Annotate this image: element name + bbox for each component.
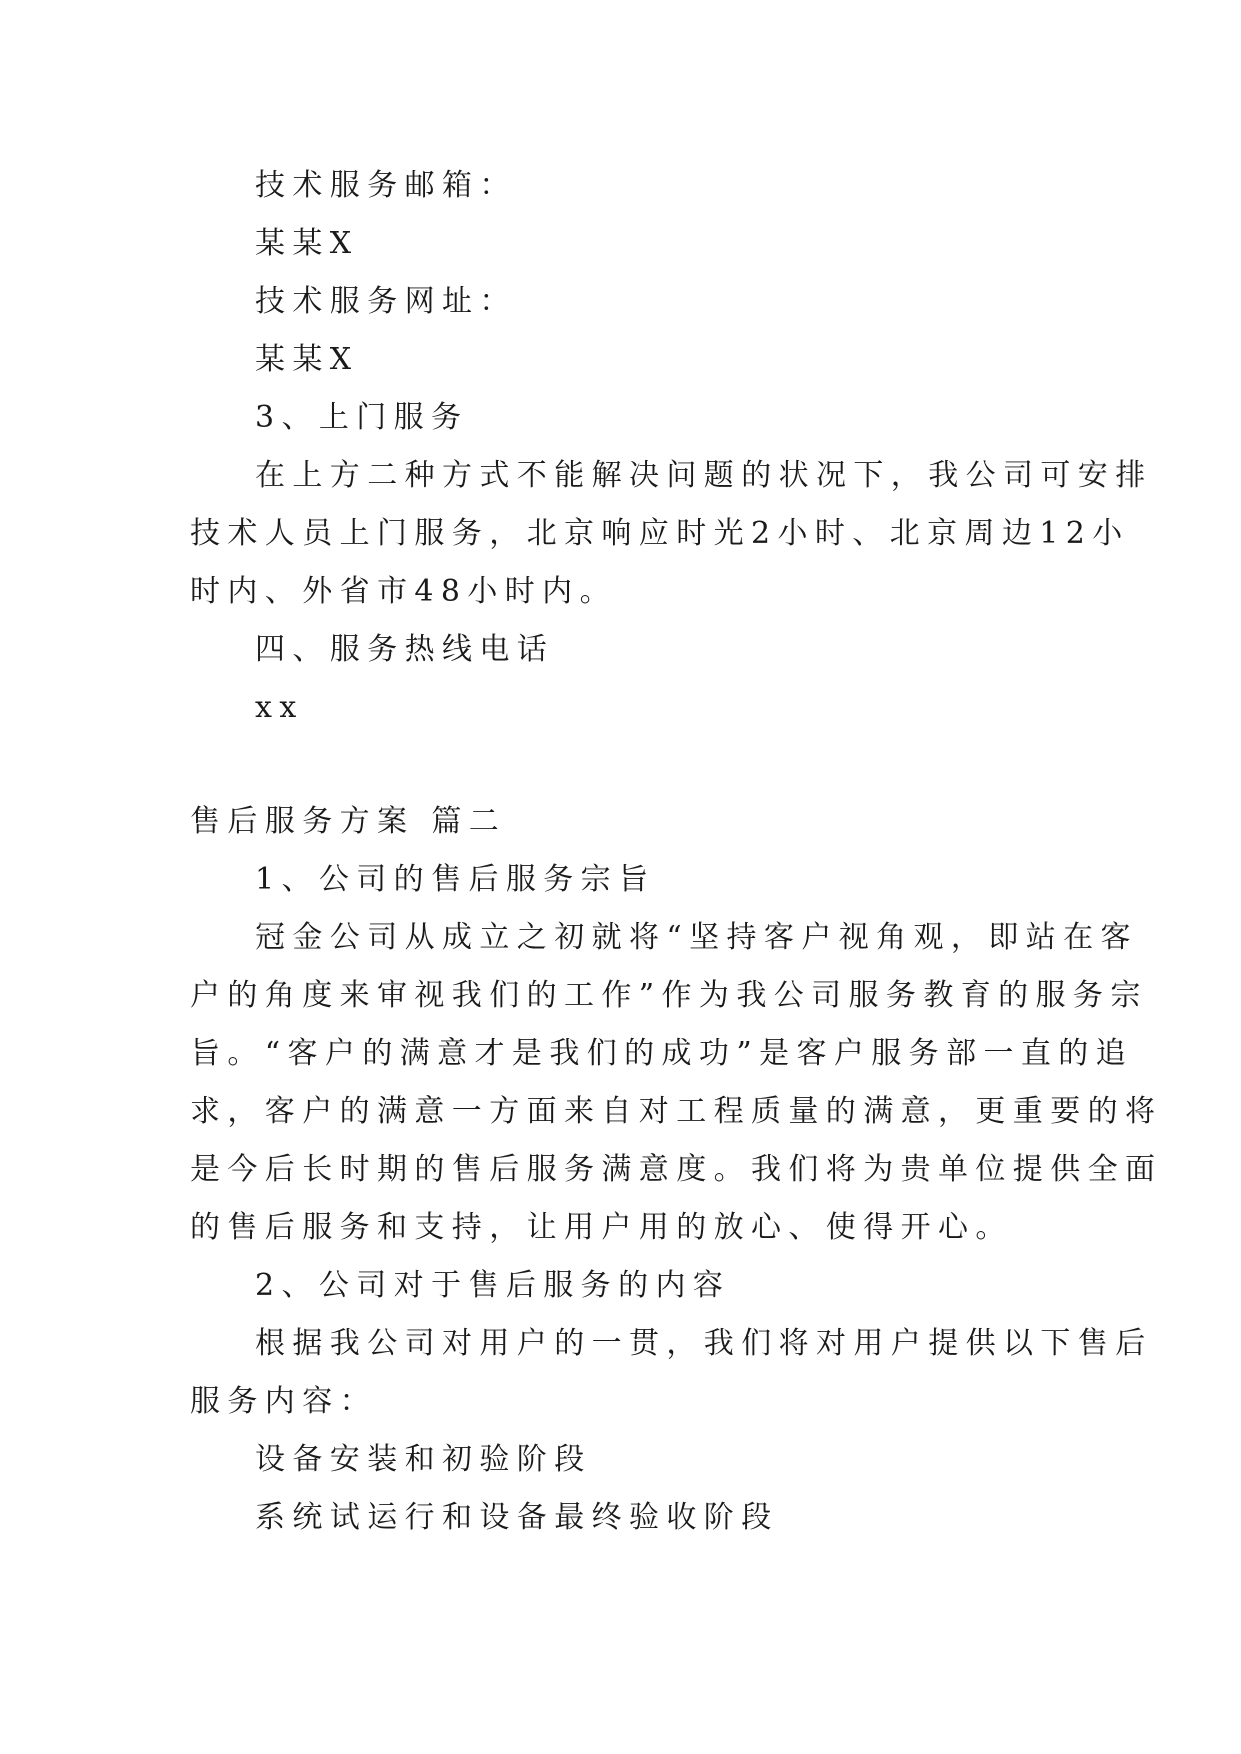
paragraph-line: 是今后长时期的售后服务满意度。我们将为贵单位提供全面 bbox=[190, 1152, 1163, 1187]
paragraph-line: 户的角度来审视我们的工作”作为我公司服务教育的服务宗 bbox=[190, 978, 1148, 1013]
paragraph-line: 根据我公司对用户的一贯，我们将对用户提供以下售后 bbox=[255, 1326, 1153, 1361]
paragraph-line: 冠金公司从成立之初就将“坚持客户视角观，即站在客 bbox=[255, 920, 1138, 955]
paragraph-line: 时内、外省市48小时内。 bbox=[190, 574, 617, 609]
heading-service-tenet: 1、公司的售后服务宗旨 bbox=[255, 862, 656, 897]
section-title: 售后服务方案 篇二 bbox=[190, 804, 507, 839]
paragraph-line: 求，客户的满意一方面来自对工程质量的满意，更重要的将 bbox=[190, 1094, 1163, 1129]
heading-hotline: 四、服务热线电话 bbox=[255, 632, 555, 667]
paragraph-line: 在上方二种方式不能解决问题的状况下，我公司可安排 bbox=[255, 458, 1153, 493]
list-item: 设备安装和初验阶段 bbox=[255, 1442, 592, 1477]
tech-email-value: 某某X bbox=[255, 226, 359, 261]
list-item: 系统试运行和设备最终验收阶段 bbox=[255, 1500, 779, 1535]
tech-website-label: 技术服务网址： bbox=[255, 284, 517, 319]
tech-website-value: 某某X bbox=[255, 342, 359, 377]
paragraph-line: 技术人员上门服务，北京响应时光2小时、北京周边12小 bbox=[190, 516, 1130, 551]
heading-service-content: 2、公司对于售后服务的内容 bbox=[255, 1268, 731, 1303]
heading-onsite-service: 3、上门服务 bbox=[255, 400, 469, 435]
tech-email-label: 技术服务邮箱： bbox=[255, 168, 517, 203]
paragraph-line: 的售后服务和支持，让用户用的放心、使得开心。 bbox=[190, 1210, 1013, 1245]
paragraph-line: 旨。“客户的满意才是我们的成功”是客户服务部一直的追 bbox=[190, 1036, 1134, 1071]
paragraph-line: 服务内容： bbox=[190, 1384, 377, 1419]
hotline-value: xx bbox=[255, 690, 304, 725]
